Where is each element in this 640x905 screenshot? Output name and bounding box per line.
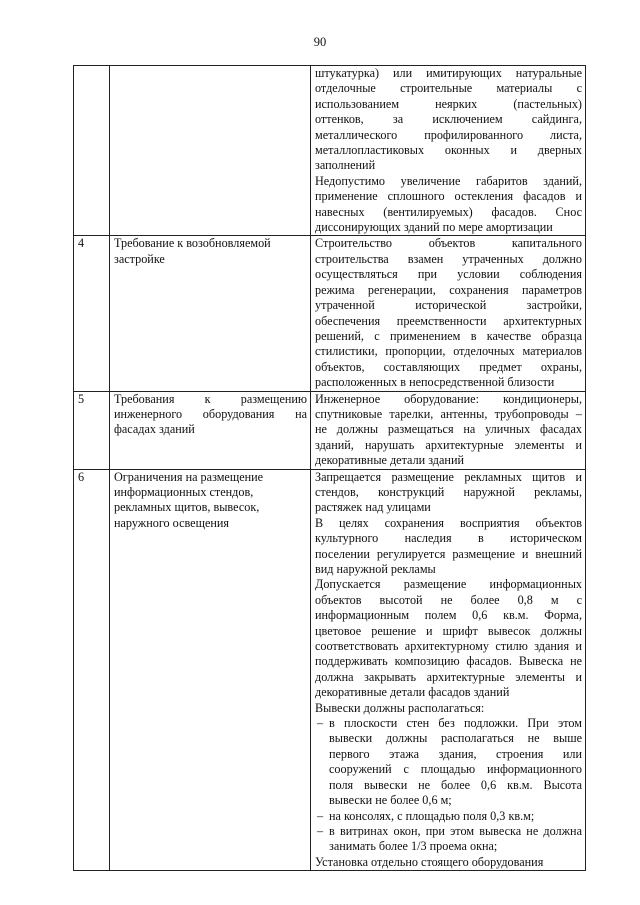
content-line: информационным полем 0,6 кв.м. Форма, — [315, 608, 582, 623]
requirement-name-line: Требования к размещению — [114, 391, 307, 406]
list-item-line: – на консолях, с площадью поля 0,3 кв.м; — [315, 809, 582, 824]
content-line: использованием неярких (пастельных) — [315, 96, 582, 111]
list-item-line: – в витринах окон, при этом вывеска не должна — [315, 824, 582, 839]
content-line: первого этажа здания, строения или — [329, 746, 582, 761]
requirement-name-line: информационных стендов, — [114, 484, 254, 499]
row-number: 4 — [78, 236, 85, 251]
content-line: поддерживать композицию фасадов. Вывеска не — [315, 654, 582, 669]
requirement-name-cell — [110, 236, 311, 391]
row-number: 5 — [78, 391, 85, 406]
requirement-content-cell — [311, 391, 586, 469]
content-line: режима регенерации, сохранения параметров — [315, 282, 582, 297]
content-line: диссонирующих зданий по мере амортизации — [315, 220, 553, 235]
content-line: осуществляться при условии соблюдения — [315, 267, 582, 282]
table-row — [74, 236, 586, 391]
row-number-cell — [74, 469, 110, 871]
row-number: 6 — [78, 469, 85, 484]
content-line: применение сплошного остекления фасадов и — [315, 189, 582, 204]
row-number-cell — [74, 66, 110, 236]
content-line: зданий, нарушать архитектурные элементы и — [315, 437, 582, 452]
row-number-cell — [74, 236, 110, 391]
content-line: штукатурка) или имитирующих натуральные — [315, 66, 582, 80]
content-line: заполнений — [315, 158, 376, 173]
content-line: решений, с применением в качестве образца — [315, 328, 582, 343]
content-line: занимать более 1/3 проема окна; — [329, 839, 498, 854]
content-line: В целях сохранения восприятия объектов — [315, 515, 582, 530]
content-line: культурного наследия в историческом — [315, 531, 582, 546]
content-line: спутниковые тарелки, антенны, трубопроводы – — [315, 406, 582, 421]
content-line: декоративные детали фасадов зданий — [315, 685, 510, 700]
content-line: обеспечения преемственности архитектурных — [315, 313, 582, 328]
requirement-name-line: наружного освещения — [114, 515, 230, 530]
requirement-name-cell — [110, 469, 311, 871]
content-line: Допускается размещение информационных — [315, 577, 582, 592]
requirement-content-cell — [311, 66, 586, 236]
content-line: металлического профилированного листа, — [315, 127, 582, 142]
content-line: объектов высотой не более 0,8 м с — [315, 592, 582, 607]
content-line: растяжек над улицами — [315, 500, 431, 515]
page-number: 90 — [313, 35, 327, 49]
requirement-content-cell — [311, 236, 586, 391]
requirement-name-line: рекламных щитов, вывесок, — [114, 500, 260, 515]
content-line: стендов, конструкций наружной рекламы, — [315, 484, 582, 499]
list-item-line: – в плоскости стен без подложки. При этом — [315, 716, 582, 731]
content-line: Вывески должны располагаться: — [315, 700, 485, 715]
requirement-name-line: фасадах зданий — [114, 422, 195, 437]
requirement-name-cell — [110, 66, 311, 236]
content-line: вид наружной рекламы — [315, 562, 436, 576]
content-line: декоративные детали зданий — [315, 453, 464, 468]
content-line: расположенных в непосредственной близости — [315, 375, 555, 390]
content-line: утраченной исторической застройки, — [315, 298, 582, 313]
content-line: Строительство объектов капитального — [315, 236, 582, 251]
content-line: металлопластиковых оконных и дверных — [315, 143, 582, 158]
table-row — [74, 469, 586, 871]
requirement-content-cell — [311, 469, 586, 871]
content-line: вывески должны располагаться не выше — [329, 731, 582, 746]
row-number-cell — [74, 391, 110, 469]
requirement-name-line: застройке — [114, 251, 165, 266]
content-line: Запрещается размещение рекламных щитов и — [315, 469, 582, 484]
content-line: отделочные строительные материалы с — [315, 81, 582, 96]
content-line: навесных (вентилируемых) фасадов. Снос — [315, 204, 582, 219]
content-line: Установка отдельно стоящего оборудования — [315, 854, 544, 869]
requirement-name-line: инженерного оборудования на — [114, 406, 307, 421]
content-line: цветовое решение и шрифт вывесок должны — [315, 623, 582, 638]
regulations-table — [73, 65, 586, 871]
content-line: должна закрывать архитектурные элементы и — [315, 669, 582, 684]
content-line: Инженерное оборудование: кондиционеры, — [315, 391, 582, 406]
content-line: не должны размещаться на уличных фасадах — [315, 422, 582, 437]
requirement-name-cell — [110, 391, 311, 469]
content-line: поселении регулируется размещение и внешний — [315, 546, 582, 561]
content-line: стилистики, пропорции, отделочных материалов — [315, 344, 582, 359]
content-line: сооружений с площадью информационного — [329, 762, 582, 777]
table-row — [74, 66, 586, 236]
content-line: оттенков, за исключением сайдинга, — [315, 112, 582, 127]
requirement-name-line: Ограничения на размещение — [114, 469, 264, 484]
content-line: поля вывески не более 0,6 кв.м. Высота — [329, 777, 582, 792]
content-line: вывески не более 0,6 м; — [329, 793, 452, 808]
content-line: строительства взамен утраченных должно — [315, 251, 582, 266]
requirement-name-line: Требование к возобновляемой — [114, 236, 271, 251]
content-line: соответствовать архитектурному стилю здания и — [315, 639, 582, 654]
content-line: объектов, составляющих предмет охраны, — [315, 359, 582, 374]
table-row — [74, 391, 586, 469]
table-body — [74, 66, 586, 871]
content-line: Недопустимо увеличение габаритов зданий, — [315, 173, 582, 188]
